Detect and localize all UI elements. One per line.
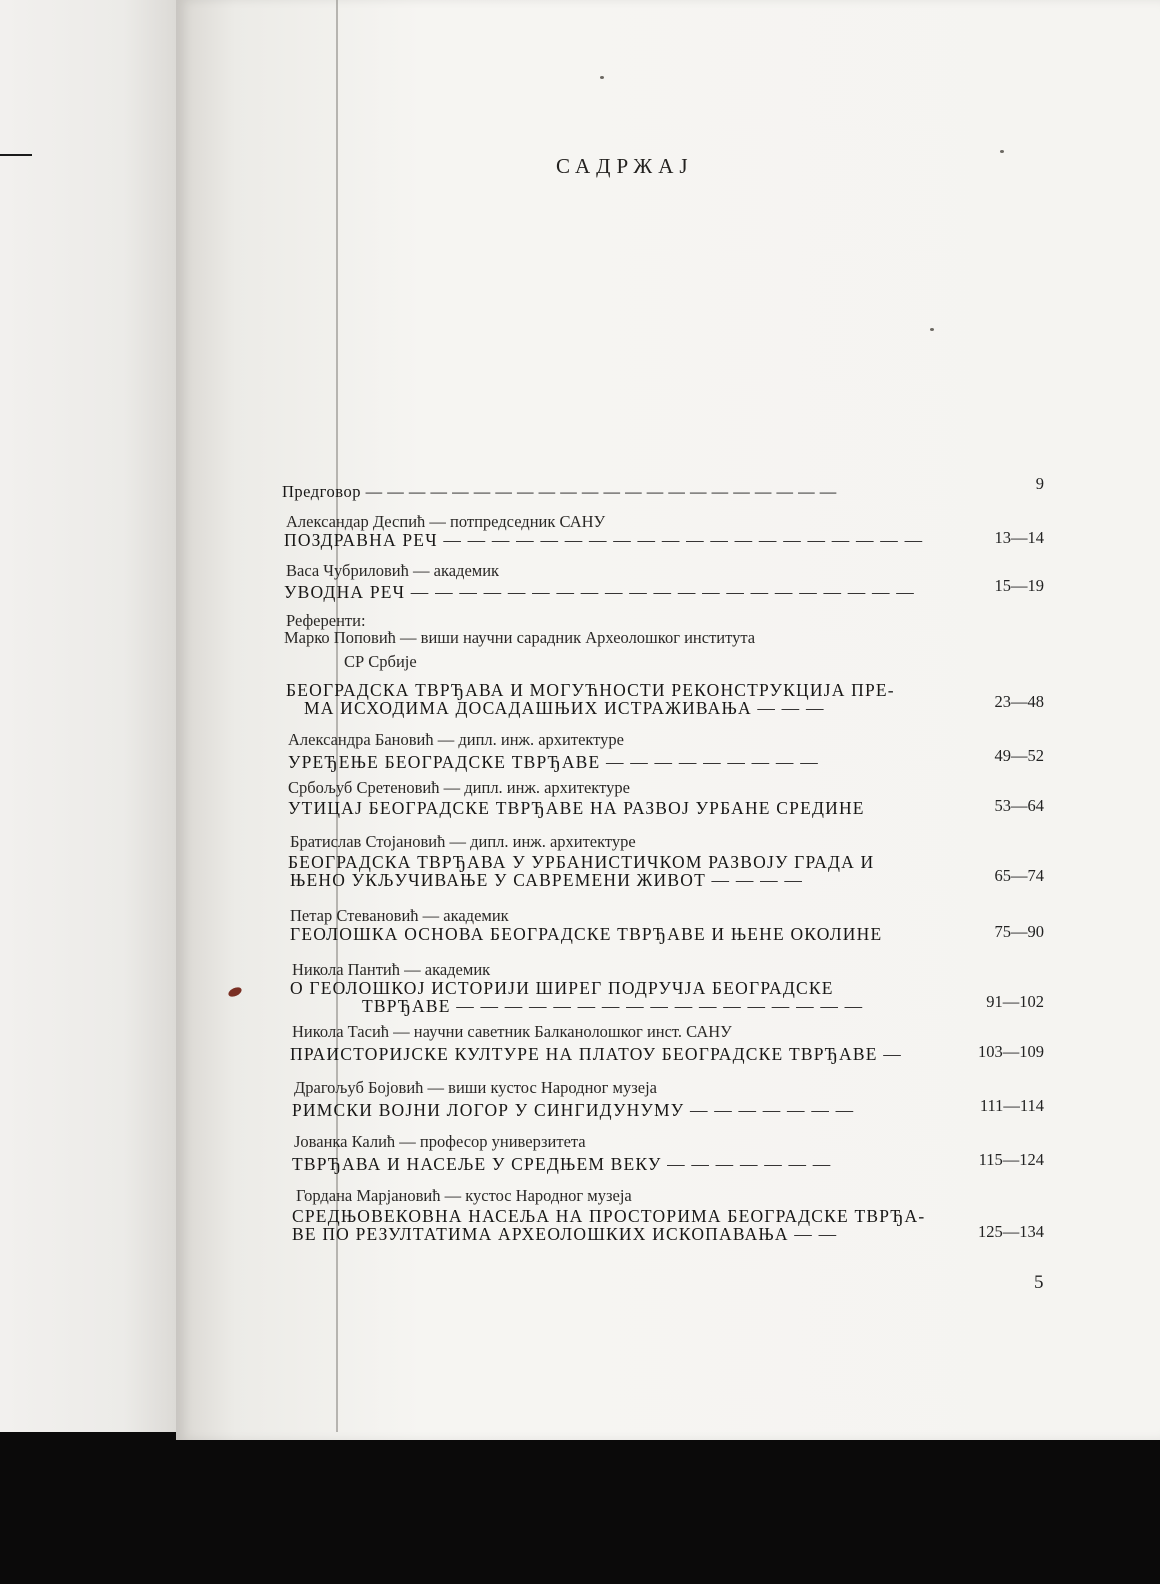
entry-heading: О ГЕОЛОШКОЈ ИСТОРИЈИ ШИРЕГ ПОДРУЧЈА БЕОГРАДСКЕ bbox=[290, 978, 834, 998]
entry-pages: 23—48 bbox=[994, 692, 1044, 711]
entry-heading-cont: ВЕ ПО РЕЗУЛТАТИМА АРХЕОЛОШКИХ ИСКОПАВАЊА — — bbox=[292, 1224, 838, 1244]
entry-pages: 103—109 bbox=[978, 1042, 1044, 1061]
entry-heading-cont: ЊЕНО УКЉУЧИВАЊЕ У САВРЕМЕНИ ЖИВОТ — — — — bbox=[290, 870, 804, 890]
entry-author: Петар Стевановић — академик bbox=[290, 906, 509, 925]
entry-heading: СРЕДЊОВЕКОВНА НАСЕЉА НА ПРОСТОРИМА БЕОГРАДСКЕ ТВРЂА- bbox=[292, 1206, 926, 1226]
page-number: 5 bbox=[1034, 1272, 1044, 1293]
entry-pages: 125—134 bbox=[978, 1222, 1044, 1241]
entry-pages: 91—102 bbox=[986, 992, 1044, 1011]
entry-author: Србољуб Сретеновић — дипл. инж. архитектуре bbox=[288, 778, 630, 797]
entry-author: Никола Пантић — академик bbox=[292, 960, 491, 979]
entry-heading: БЕОГРАДСКА ТВРЂАВА И МОГУЋНОСТИ РЕКОНСТРУКЦИЈА ПРЕ- bbox=[286, 680, 895, 700]
entry-heading: РИМСКИ ВОЈНИ ЛОГОР У СИНГИДУНУМУ — — — — — — — bbox=[292, 1100, 855, 1120]
entry-heading: ПРАИСТОРИЈСКЕ КУЛТУРЕ НА ПЛАТОУ БЕОГРАДСКЕ ТВРЂАВЕ — bbox=[290, 1044, 902, 1064]
contents-title: САДРЖАЈ bbox=[556, 154, 694, 178]
entry-pages: 49—52 bbox=[994, 746, 1044, 765]
entry-pages: 115—124 bbox=[978, 1150, 1044, 1169]
entry-pages: 75—90 bbox=[994, 922, 1044, 941]
entry-author: Васа Чубриловић — академик bbox=[286, 561, 500, 580]
paper-speck bbox=[1000, 150, 1004, 153]
entry-heading: ПОЗДРАВНА РЕЧ — — — — — — — — — — — — — — — — — — — — bbox=[284, 530, 924, 550]
section-label: Референти: bbox=[286, 611, 366, 630]
entry-author: Никола Тасић — научни саветник Балканолошког инст. САНУ bbox=[292, 1022, 732, 1041]
entry-heading-cont: МА ИСХОДИМА ДОСАДАШЊИХ ИСТРАЖИВАЊА — — — bbox=[304, 698, 825, 718]
entry-heading: БЕОГРАДСКА ТВРЂАВА У УРБАНИСТИЧКОМ РАЗВОЈУ ГРАДА И bbox=[288, 852, 875, 872]
entry-pages: 15—19 bbox=[994, 576, 1044, 595]
entry-pages: 13—14 bbox=[994, 528, 1044, 547]
entry-pages: 111—114 bbox=[979, 1096, 1044, 1115]
left-page bbox=[0, 0, 176, 1432]
entry-author: Братислав Стојановић — дипл. инж. архитектуре bbox=[290, 832, 636, 851]
entry-author: Александар Деспић — потпредседник САНУ bbox=[286, 512, 606, 531]
entry-author-cont: СР Србије bbox=[344, 652, 417, 671]
entry-author: Александра Бановић — дипл. инж. архитектуре bbox=[288, 730, 625, 749]
entry-heading: ТВРЂАВА И НАСЕЉЕ У СРЕДЊЕМ ВЕКУ — — — — — — — bbox=[292, 1154, 832, 1174]
paper-speck bbox=[930, 328, 934, 331]
left-page-mark bbox=[0, 154, 32, 156]
entry-author: Јованка Калић — професор универзитета bbox=[294, 1132, 586, 1151]
entry-author: Гордана Марјановић — кустос Народног музеја bbox=[296, 1186, 632, 1205]
entry-author: Марко Поповић — виши научни сарадник Археолошког института bbox=[284, 628, 756, 647]
entry-heading-cont: ТВРЂАВЕ — — — — — — — — — — — — — — — — — bbox=[362, 996, 864, 1016]
entry-pages: 65—74 bbox=[994, 866, 1044, 885]
entry-heading: Предговор — — — — — — — — — — — — — — — — — — — — — — bbox=[282, 482, 837, 501]
entry-pages: 53—64 bbox=[994, 796, 1044, 815]
entry-pages: 9 bbox=[1035, 474, 1044, 493]
entry-heading: УРЕЂЕЊЕ БЕОГРАДСКЕ ТВРЂАВЕ — — — — — — — — — bbox=[288, 752, 819, 772]
entry-heading: ГЕОЛОШКА ОСНОВА БЕОГРАДСКЕ ТВРЂАВЕ И ЊЕНЕ ОКОЛИНЕ bbox=[290, 924, 883, 944]
entry-heading: УВОДНА РЕЧ — — — — — — — — — — — — — — — — — — — — — bbox=[284, 582, 915, 602]
entry-author: Драгољуб Бојовић — виши кустос Народног музеја bbox=[294, 1078, 657, 1097]
paper-speck bbox=[600, 76, 604, 79]
entry-heading: УТИЦАЈ БЕОГРАДСКЕ ТВРЂАВЕ НА РАЗВОЈ УРБАНЕ СРЕДИНЕ bbox=[288, 798, 865, 818]
